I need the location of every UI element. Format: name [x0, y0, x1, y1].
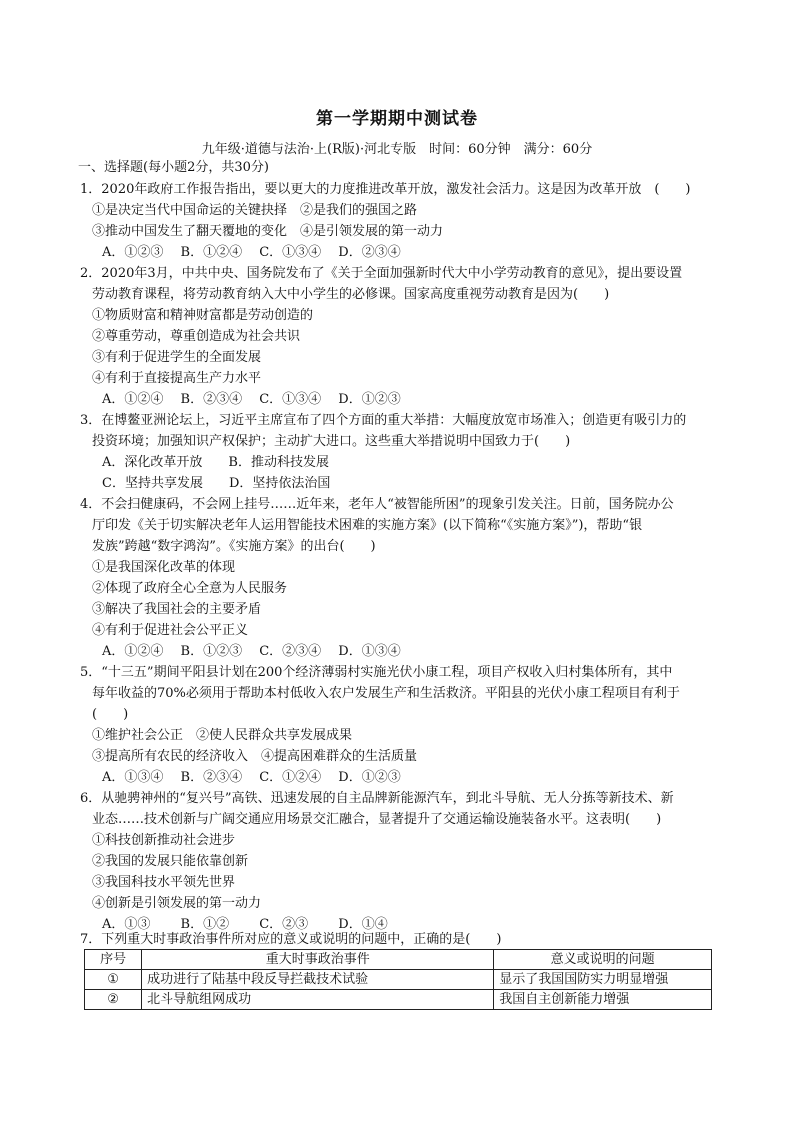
question-options: A．深化改革开放 B．推动科技发展	[102, 455, 329, 470]
table-row	[85, 990, 712, 1010]
question-choice: ①科技创新推动社会进步	[92, 833, 236, 848]
question-choice: ④有利于促进社会公平正义	[92, 623, 249, 638]
question-stem: 3．在博鳌亚洲论坛上，习近平主席宣布了四个方面的重大举措：大幅度放宽市场准入；创造更有吸引力的	[80, 413, 687, 428]
question-choice: ②尊重劳动，尊重创造成为社会共识	[92, 329, 301, 344]
table-cell: 成功进行了陆基中段反导拦截技术试验	[142, 970, 494, 990]
table-cell: 北斗导航组网成功	[142, 990, 494, 1010]
question-choice: ④有利于直接提高生产力水平	[92, 371, 262, 386]
question-stem: 4．不会扫健康码，不会网上挂号……近年来，老年人“被智能所困”的现象引发关注。日前，国务院办公	[80, 497, 674, 512]
question-choice: ③提高所有农民的经济收入 ④提高困难群众的生活质量	[92, 749, 418, 764]
table-header-cell: 序号	[85, 950, 142, 970]
question-choice: ③我国科技水平领先世界	[92, 875, 236, 890]
exam-subtitle: 九年级·道德与法治·上(R版)·河北专版 时间：60分钟 满分：60分	[201, 142, 593, 157]
table-row	[85, 970, 712, 990]
question-options: A．①③④ B．②③④ C．①②④ D．①②③	[102, 770, 401, 785]
question-choice: ③解决了我国社会的主要矛盾	[92, 602, 262, 617]
question-choice: ④创新是引领发展的第一动力	[92, 896, 262, 911]
table-cell: 显示了我国国防实力明显增强	[494, 970, 712, 990]
question-options: A．①③ B．①② C．②③ D．①④	[102, 917, 388, 932]
table-cell: ②	[85, 990, 142, 1010]
question-stem: 投资环境；加强知识产权保护；主动扩大进口。这些重大举措说明中国致力于( )	[92, 434, 571, 449]
question-choice: ②体现了政府全心全意为人民服务	[92, 581, 288, 596]
question-stem: 5．“十三五”期间平阳县计划在200个经济薄弱村实施光伏小康工程，项目产权收入归村集体所有，其中	[80, 665, 673, 680]
table-header-cell: 重大时事政治事件	[142, 950, 494, 970]
question-choice: ①是决定当代中国命运的关键抉择 ②是我们的强国之路	[92, 203, 418, 218]
question-stem: ( )	[92, 707, 129, 722]
question-stem: 厅印发《关于切实解决老年人运用智能技术困难的实施方案》(以下简称“《实施方案》”)，帮助“银	[92, 518, 643, 533]
question-stem: 6．从驰骋神州的“复兴号”高铁、迅速发展的自主品牌新能源汽车，到北斗导航、无人分拣等新技术、新	[80, 791, 674, 806]
question-choice: ①维护社会公正 ②使人民群众共享发展成果	[92, 728, 353, 743]
table-cell: 我国自主创新能力增强	[494, 990, 712, 1010]
question-choice: ①物质财富和精神财富都是劳动创造的	[92, 308, 314, 323]
question-stem: 劳动教育课程，将劳动教育纳入大中小学生的必修课。国家高度重视劳动教育是因为( )	[92, 287, 610, 302]
question-stem: 1．2020年政府工作报告指出，要以更大的力度推进改革开放，激发社会活力。这是因为改革开放 ( )	[80, 182, 691, 197]
table-header-row	[85, 950, 712, 970]
events-table	[84, 949, 712, 1010]
question-stem: 业态……技术创新与广阔交通应用场景交汇融合，显著提升了交通运输设施装备水平。这表明( )	[92, 812, 662, 827]
question-choice: ③推动中国发生了翻天覆地的变化 ④是引领发展的第一动力	[92, 224, 444, 239]
question-choice: ②我国的发展只能依靠创新	[92, 854, 249, 869]
question-stem: 每年收益的70%必须用于帮助本村低收入农户发展生产和生活救济。平阳县的光伏小康工程项目有利于	[92, 686, 680, 701]
question-stem: 2．2020年3月，中共中央、国务院发布了《关于全面加强新时代大中小学劳动教育的意见》，提出要设置	[80, 266, 683, 281]
table-header-cell: 意义或说明的问题	[494, 950, 712, 970]
question-stem: 发族”跨越“数字鸿沟”。《实施方案》的出台( )	[92, 539, 376, 554]
question-options: A．①②④ B．②③④ C．①③④ D．①②③	[102, 392, 401, 407]
section-heading: 一、选择题(每小题2分，共30分)	[78, 160, 269, 175]
question-stem: 7．下列重大时事政治事件所对应的意义或说明的问题中，正确的是( )	[80, 932, 502, 947]
question-options: A．①②③ B．①②④ C．①③④ D．②③④	[102, 245, 401, 260]
page-title: 第一学期期中测试卷	[316, 109, 478, 129]
question-choice: ①是我国深化改革的体现	[92, 560, 236, 575]
question-options: C．坚持共享发展 D．坚持依法治国	[102, 476, 331, 491]
question-choice: ③有利于促进学生的全面发展	[92, 350, 262, 365]
table-cell: ①	[85, 970, 142, 990]
question-options: A．①②④ B．①②③ C．②③④ D．①③④	[102, 644, 401, 659]
